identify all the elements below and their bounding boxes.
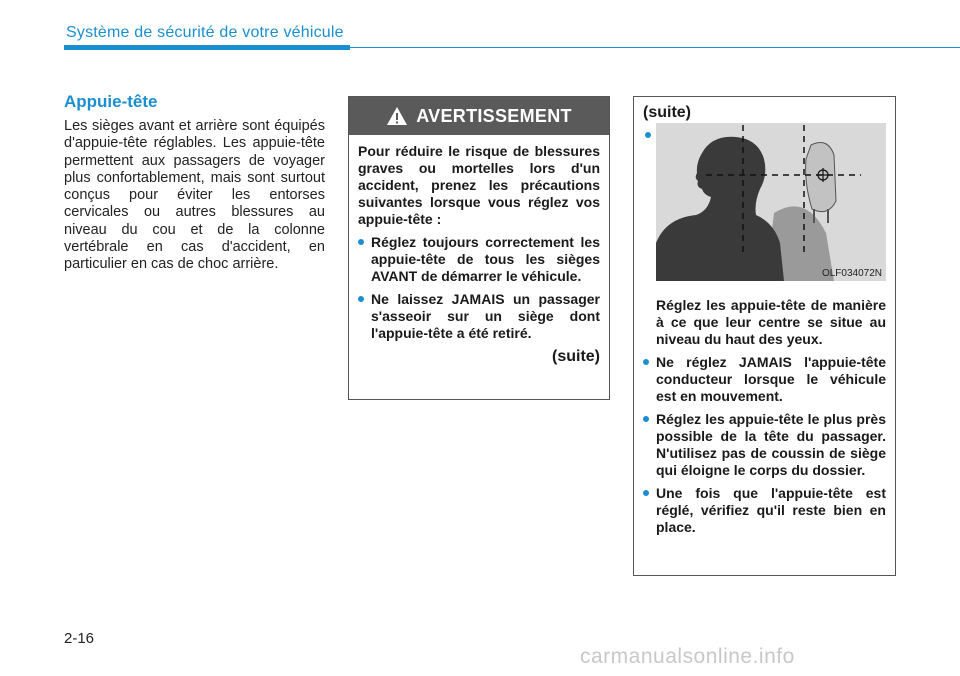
warning-box	[348, 96, 610, 400]
warning-header	[349, 97, 609, 135]
headrest-figure	[656, 123, 886, 281]
watermark-text: carmanualsonline.info	[580, 645, 795, 668]
continued-bullet-item	[643, 411, 886, 479]
bullet-dot-icon	[643, 490, 649, 496]
bullet-dot-icon	[643, 359, 649, 365]
continued-warning-box	[633, 96, 896, 576]
continued-bullet-item	[643, 354, 886, 405]
continued-first-text: Réglez les appuie-tête de manière à ce que leur centre se situe au niveau du haut des yeux.	[656, 297, 886, 347]
section-body-text: Les sièges avant et arrière sont équipés d'appuie-tête réglables. Les appuie-tête permettent aux passagers de voyager plus confortablement, mais sont surtout conçus pour éviter les entorses cervicales ou autres blessures au niveau du cou et de la colonne vertébrale en cas d'accident, en particulier en cas de choc arrière.	[64, 118, 325, 273]
warning-intro: Pour réduire le risque de blessures graves ou mortelles lors d'un accident, prenez les précautions suivantes lorsque vous réglez vos appuie-tête :	[358, 143, 600, 227]
warning-bullet-item	[358, 291, 600, 342]
continued-bullet-text: Une fois que l'appuie-tête est réglé, vérifiez qu'il reste bien en place.	[656, 485, 886, 535]
bullet-dot-icon	[645, 132, 651, 138]
bullet-dot-icon	[358, 239, 364, 245]
continued-bullet-text: Ne réglez JAMAIS l'appuie-tête conducteur lorsque le véhicule est en mouvement.	[656, 354, 886, 404]
bullet-dot-icon	[358, 296, 364, 302]
warning-bullet-text: Ne laissez JAMAIS un passager s'asseoir sur un siège dont l'appuie-tête a été retiré.	[371, 291, 600, 341]
page-number: 2-16	[64, 630, 95, 647]
headrest-illustration-icon	[656, 123, 886, 281]
header-rule-thin	[350, 47, 960, 48]
warning-suite-label: (suite)	[552, 348, 600, 365]
continued-bullet-text: Réglez les appuie-tête le plus près possible de la tête du passager. N'utilisez pas de coussin de siège qui éloigne le corps du dossier.	[656, 411, 886, 478]
continued-title: (suite)	[643, 104, 691, 121]
warning-triangle-icon	[386, 106, 408, 126]
section-title: Appuie-tête	[64, 92, 158, 111]
warning-bullet-item	[358, 234, 600, 285]
figure-code: OLF034072N	[821, 268, 882, 279]
header-rule-thick	[64, 45, 350, 50]
warning-bullet-text: Réglez toujours correctement les appuie-tête de tous les sièges AVANT de démarrer le véhicule.	[371, 234, 600, 284]
bullet-dot-icon	[643, 416, 649, 422]
chapter-title: Système de sécurité de votre véhicule	[66, 24, 344, 41]
warning-title: AVERTISSEMENT	[416, 105, 572, 126]
continued-bullet-item	[643, 485, 886, 536]
